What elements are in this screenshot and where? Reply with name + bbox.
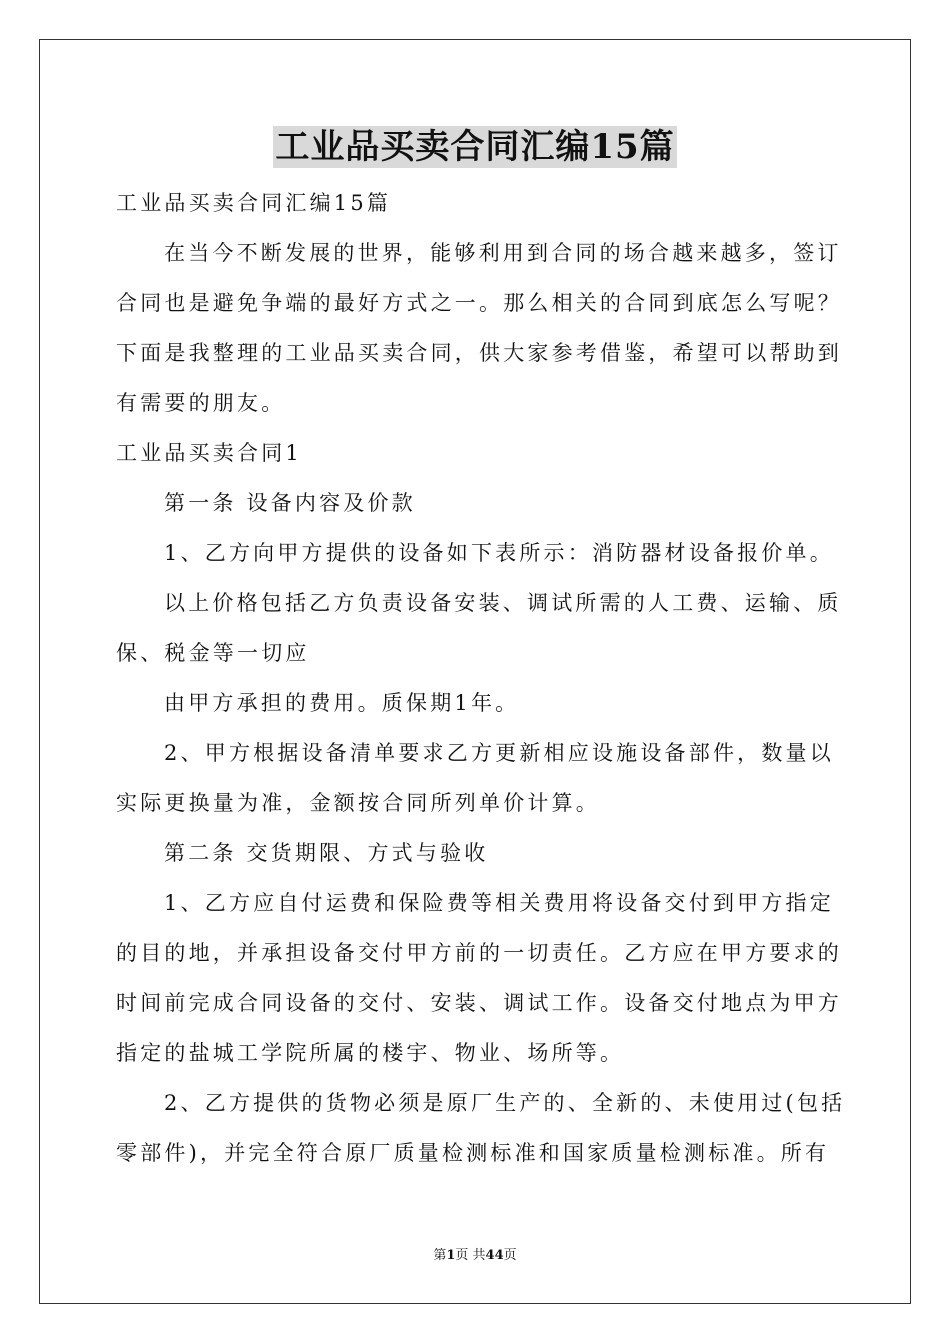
footer-page-number: 1 — [446, 1248, 456, 1263]
footer-suffix: 页 — [503, 1248, 517, 1263]
title-container — [0, 126, 950, 168]
body-line: 有需要的朋友。 — [116, 391, 286, 415]
body-line: 第二条 交货期限、方式与验收 — [164, 841, 489, 865]
body-line: 1、乙方向甲方提供的设备如下表所示：消防器材设备报价单。 — [164, 541, 834, 565]
body-line: 零部件)，并完全符合原厂质量检测标准和国家质量检测标准。所有 — [116, 1141, 830, 1165]
page-footer — [0, 1244, 950, 1263]
body-line: 的目的地，并承担设备交付甲方前的一切责任。乙方应在甲方要求的 — [116, 941, 842, 965]
body-line: 2、甲方根据设备清单要求乙方更新相应设施设备部件，数量以 — [164, 741, 834, 765]
body-line: 工业品买卖合同1 — [116, 441, 302, 465]
body-line: 下面是我整理的工业品买卖合同，供大家参考借鉴，希望可以帮助到 — [116, 341, 842, 365]
body-line: 2、乙方提供的货物必须是原厂生产的、全新的、未使用过(包括 — [164, 1091, 846, 1115]
body-line: 工业品买卖合同汇编15篇 — [116, 191, 392, 215]
document-body — [116, 178, 846, 1178]
footer-prefix: 第 — [433, 1248, 447, 1263]
body-line: 合同也是避免争端的最好方式之一。那么相关的合同到底怎么写呢？ — [116, 291, 842, 315]
body-line: 保、税金等一切应 — [116, 641, 310, 665]
body-line: 由甲方承担的费用。质保期1年。 — [164, 691, 520, 715]
document-title: 工业品买卖合同汇编15篇 — [275, 127, 675, 167]
footer-mid: 页 共 — [455, 1248, 486, 1263]
body-line: 第一条 设备内容及价款 — [164, 491, 416, 515]
body-line: 实际更换量为准，金额按合同所列单价计算。 — [116, 791, 600, 815]
footer-total-pages: 44 — [485, 1248, 504, 1263]
body-line: 1、乙方应自付运费和保险费等相关费用将设备交付到甲方指定 — [164, 891, 834, 915]
body-line: 指定的盐城工学院所属的楼宇、物业、场所等。 — [116, 1041, 625, 1065]
body-line: 时间前完成合同设备的交付、安装、调试工作。设备交付地点为甲方 — [116, 991, 842, 1015]
body-line: 在当今不断发展的世界，能够利用到合同的场合越来越多，签订 — [164, 241, 842, 265]
body-line: 以上价格包括乙方负责设备安装、调试所需的人工费、运输、质 — [164, 591, 842, 615]
